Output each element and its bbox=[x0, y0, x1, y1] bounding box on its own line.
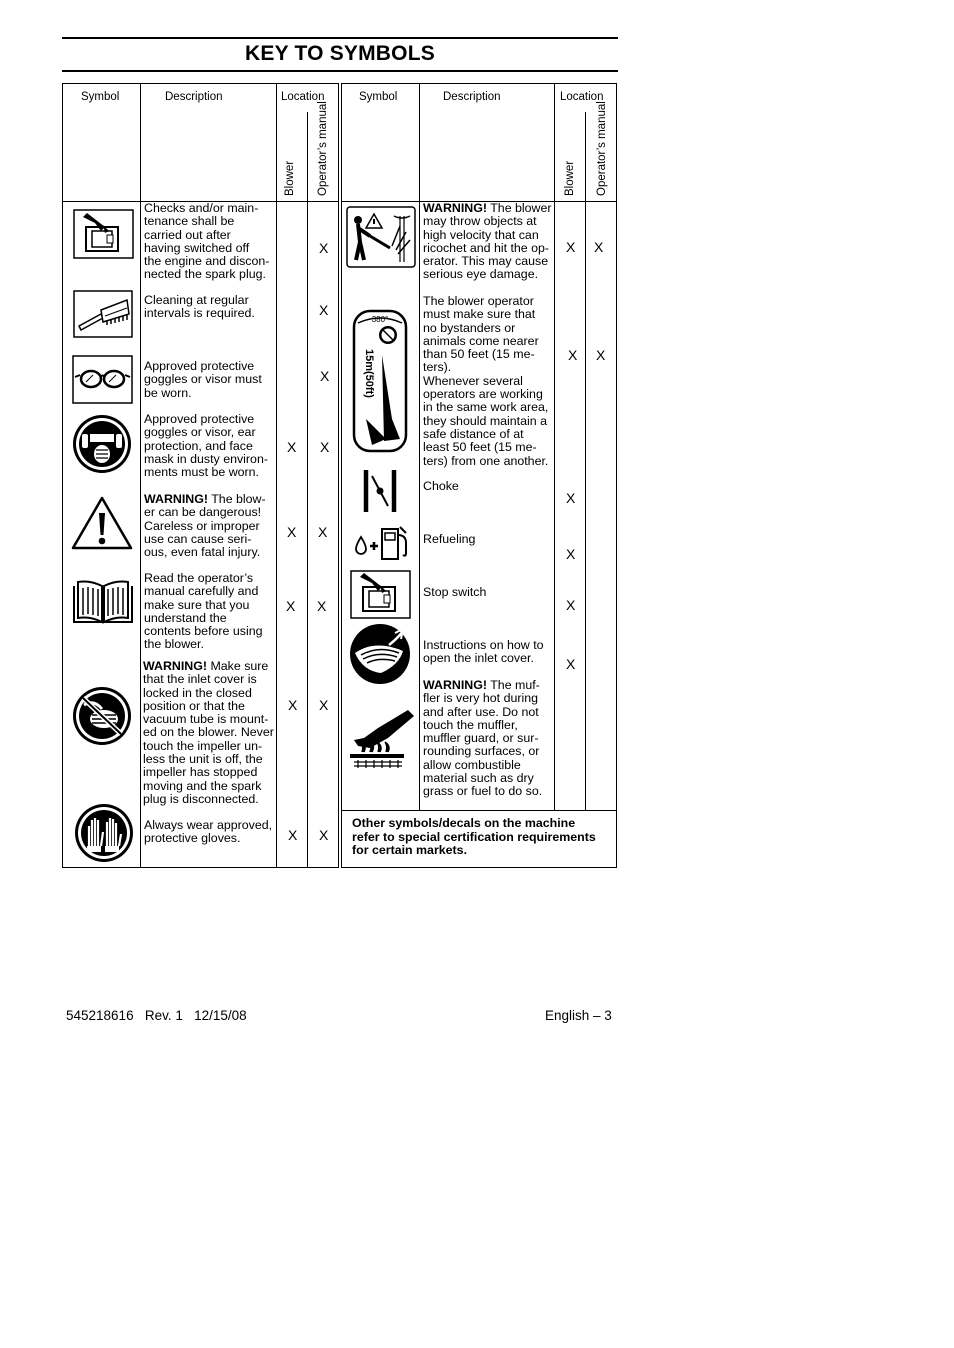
refueling-icon bbox=[354, 523, 410, 561]
left-row-4-blower: X bbox=[287, 439, 297, 455]
goggles-icon bbox=[72, 355, 133, 404]
head-protection-icon bbox=[71, 412, 133, 476]
header-manual: Operator’s manual bbox=[317, 101, 329, 196]
left-row-8-blower: X bbox=[288, 827, 298, 843]
maintenance-plug-icon bbox=[73, 209, 134, 259]
header-blower: Blower bbox=[564, 160, 576, 196]
right-row-5-blower: X bbox=[566, 597, 576, 613]
title-underline bbox=[62, 70, 618, 72]
header-blower: Blower bbox=[284, 160, 296, 196]
page-title: KEY TO SYMBOLS bbox=[245, 42, 435, 65]
certification-note: Other symbols/decals on the machine refer to special certification requirements for certain markets. bbox=[352, 816, 596, 857]
svg-text:380°: 380° bbox=[371, 315, 389, 324]
right-row-2-manual: X bbox=[596, 347, 606, 363]
stop-switch-icon bbox=[350, 570, 411, 619]
right-row-2-desc: The blower operator must make sure that no bystanders or animals come nearer than 50 feet (15 me- ters). Whenever several operators are working in the same work area, they should maintain a safe distance of at least 50 feet (15 me- ters) from one another. bbox=[423, 294, 549, 468]
header-location: Location bbox=[281, 91, 325, 103]
right-row-5-desc: Stop switch bbox=[423, 585, 487, 599]
header-description: Description bbox=[443, 91, 501, 103]
left-row-6-desc: Read the operator’s manual carefully and make sure that you understand the contents before using the blower. bbox=[144, 571, 263, 652]
left-row-5-blower: X bbox=[287, 524, 297, 540]
page-number: English – 3 bbox=[545, 1008, 612, 1023]
open-book-icon bbox=[71, 578, 135, 626]
left-row-6-manual: X bbox=[317, 598, 327, 614]
left-row-5-manual: X bbox=[318, 524, 328, 540]
left-row-2-desc: Cleaning at regular intervals is required. bbox=[144, 293, 255, 321]
right-row-1-blower: X bbox=[566, 239, 576, 255]
right-row-3-blower: X bbox=[566, 490, 576, 506]
left-row-4-manual: X bbox=[320, 439, 330, 455]
no-hand-impeller-icon bbox=[70, 683, 134, 749]
left-row-7-blower: X bbox=[288, 697, 298, 713]
svg-text:15m(50ft): 15m(50ft) bbox=[363, 349, 375, 398]
choke-icon bbox=[362, 468, 398, 514]
header-symbol: Symbol bbox=[81, 91, 120, 103]
left-row-3-manual: X bbox=[320, 368, 330, 384]
header-manual: Operator’s manual bbox=[596, 101, 608, 196]
warning-triangle-icon bbox=[70, 495, 134, 551]
hot-muffler-icon bbox=[348, 708, 414, 770]
top-rule bbox=[62, 37, 618, 39]
right-row-6-desc: Instructions on how to open the inlet cover. bbox=[423, 638, 544, 666]
left-row-8-manual: X bbox=[319, 827, 329, 843]
thrown-objects-icon bbox=[346, 206, 416, 268]
header-symbol: Symbol bbox=[359, 91, 398, 103]
right-row-3-desc: Choke bbox=[423, 479, 459, 493]
left-row-5-desc: WARNING! The blow- er can be dangerous! Careless or improper use can cause seri- ous, even fatal injury. bbox=[144, 492, 266, 560]
left-row-7-desc: WARNING! Make sure that the inlet cover is locked in the closed position or that the vacuum tube is mount- ed on the blower. Never touch the impeller un- less the unit is off, the impeller has stopped moving and the spark plug is disconnected. bbox=[143, 659, 274, 806]
left-row-8-desc: Always wear approved, protective gloves. bbox=[144, 818, 273, 846]
inlet-cover-icon bbox=[349, 623, 411, 685]
safety-distance-icon bbox=[352, 309, 408, 453]
left-row-6-blower: X bbox=[286, 598, 296, 614]
left-row-1-desc: Checks and/or main- tenance shall be carried out after having switched off the engine and discon- nected the spark plug. bbox=[144, 201, 270, 282]
right-row-4-blower: X bbox=[566, 546, 576, 562]
gloves-icon bbox=[73, 802, 135, 864]
document-number: 545218616 Rev. 1 12/15/08 bbox=[66, 1008, 247, 1023]
cleaning-brush-icon bbox=[73, 290, 133, 338]
left-row-2-manual: X bbox=[319, 302, 329, 318]
left-row-7-manual: X bbox=[319, 697, 329, 713]
left-row-1-manual: X bbox=[319, 240, 329, 256]
right-row-4-desc: Refueling bbox=[423, 532, 476, 546]
left-row-4-desc: Approved protective goggles or visor, ear protection, and face mask in dusty environ- ments must be worn. bbox=[144, 412, 268, 480]
left-row-3-desc: Approved protective goggles or visor must be worn. bbox=[144, 359, 262, 400]
right-row-1-desc: WARNING! The blower may throw objects at high velocity that can ricochet and hit the op- erator. This may cause serious eye damage. bbox=[423, 201, 552, 282]
right-row-2-blower: X bbox=[568, 347, 578, 363]
right-row-1-manual: X bbox=[594, 239, 604, 255]
header-description: Description bbox=[165, 91, 223, 103]
header-location: Location bbox=[560, 91, 604, 103]
right-row-6-blower: X bbox=[566, 656, 576, 672]
right-row-7-desc: WARNING! The muf- fler is very hot during and after use. Do not touch the muffler, muffler guard, or sur- rounding surfaces, or allow combustible material such as dry grass or fuel to do so. bbox=[423, 678, 543, 799]
